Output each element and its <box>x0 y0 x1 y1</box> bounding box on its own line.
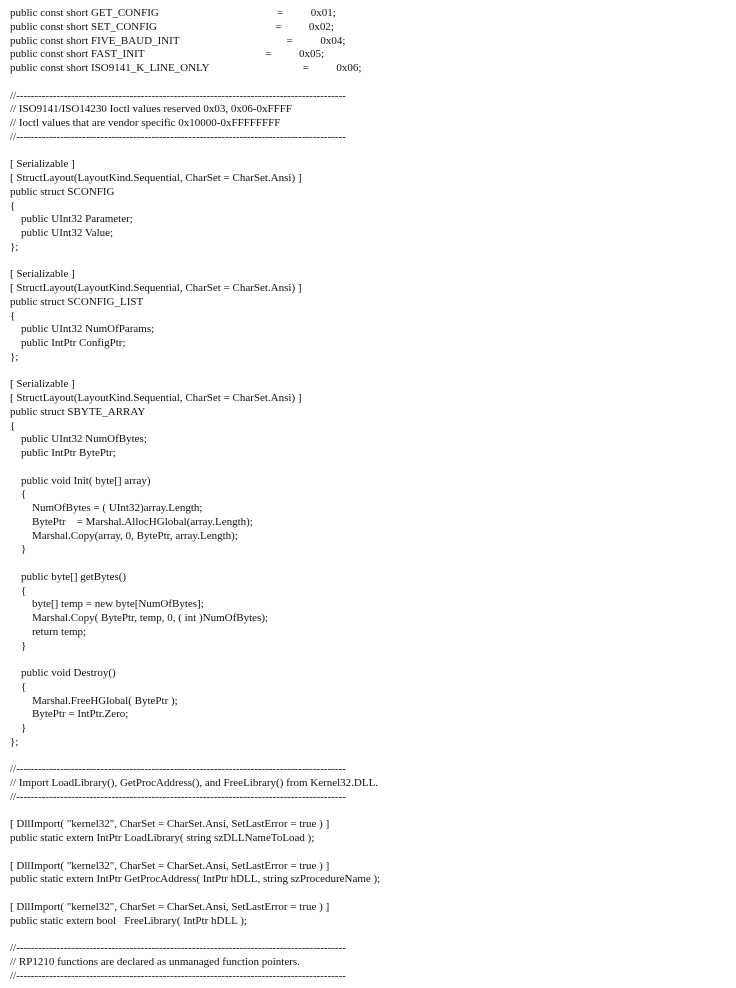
code-line: public const short FAST_INIT = 0x05; <box>10 48 325 61</box>
code-line: }; <box>10 240 19 253</box>
code-line: // Ioctl values that are vendor specific 0x10000-0xFFFFFFFF <box>10 117 281 129</box>
code-line: [ Serializable ] <box>10 378 75 391</box>
code-line: { <box>10 309 16 322</box>
code-line: // ISO9141/ISO14230 Ioctl values reserved 0x03, 0x06-0xFFFF <box>10 103 293 116</box>
code-line: public static extern bool FreeLibrary( IntPtr hDLL ); <box>10 914 247 927</box>
code-line: public struct SCONFIG_LIST <box>10 295 144 308</box>
code-line: public UInt32 NumOfBytes; <box>10 433 147 446</box>
code-line: BytePtr = IntPtr.Zero; <box>10 708 129 721</box>
code-line: [ StructLayout(LayoutKind.Sequential, CharSet = CharSet.Ansi) ] <box>10 392 302 404</box>
code-line <box>10 365 380 379</box>
code-line: //------------------------------------------------------------------------------------------ <box>10 942 346 954</box>
code-line <box>10 255 380 269</box>
code-line: Marshal.FreeHGlobal( BytePtr ); <box>10 694 178 707</box>
code-line <box>10 887 380 901</box>
code-line: public UInt32 Parameter; <box>10 213 133 226</box>
code-line: { <box>10 488 27 501</box>
code-line <box>10 653 380 667</box>
code-line: public struct SBYTE_ARRAY <box>10 405 146 418</box>
code-line: public static extern IntPtr LoadLibrary( string szDLLNameToLoad ); <box>10 832 315 844</box>
code-line: [ Serializable ] <box>10 268 75 281</box>
code-line <box>10 846 380 860</box>
code-line: [ DllImport( "kernel32", CharSet = CharSet.Ansi, SetLastError = true ) ] <box>10 859 330 872</box>
code-line: BytePtr = Marshal.AllocHGlobal(array.Length); <box>10 515 253 528</box>
code-line: // Import LoadLibrary(), GetProcAddress(), and FreeLibrary() from Kernel32.DLL. <box>10 777 379 789</box>
code-line: Marshal.Copy(array, 0, BytePtr, array.Length); <box>10 529 238 542</box>
code-line: //------------------------------------------------------------------------------------------ <box>10 130 346 143</box>
code-line <box>10 928 380 942</box>
code-line: byte[] temp = new byte[NumOfBytes]; <box>10 598 204 611</box>
code-line: public struct SCONFIG <box>10 185 115 198</box>
code-line <box>10 750 380 764</box>
code-line: public const short SET_CONFIG = 0x02; <box>10 20 334 33</box>
code-line: //------------------------------------------------------------------------------------------ <box>10 790 346 803</box>
code-line <box>10 145 380 159</box>
code-line: public static extern IntPtr GetProcAddress( IntPtr hDLL, string szProcedureName ); <box>10 873 381 886</box>
code-line: [ StructLayout(LayoutKind.Sequential, CharSet = CharSet.Ansi) ] <box>10 282 302 294</box>
code-line: public const short GET_CONFIG = 0x01; <box>10 7 336 19</box>
code-line: [ DllImport( "kernel32", CharSet = CharSet.Ansi, SetLastError = true ) ] <box>10 900 330 913</box>
code-line: { <box>10 419 16 432</box>
code-line: public void Init( byte[] array) <box>10 474 151 487</box>
code-line: NumOfBytes = ( UInt32)array.Length; <box>10 502 203 514</box>
code-line <box>10 805 380 819</box>
code-line: [ Serializable ] <box>10 158 75 171</box>
code-line: [ StructLayout(LayoutKind.Sequential, CharSet = CharSet.Ansi) ] <box>10 172 302 184</box>
code-line: //------------------------------------------------------------------------------------------ <box>10 763 346 776</box>
code-line: } <box>10 543 27 556</box>
code-line: public byte[] getBytes() <box>10 570 127 583</box>
code-line: public IntPtr BytePtr; <box>10 447 116 459</box>
code-line: { <box>10 199 16 212</box>
code-line: public UInt32 NumOfParams; <box>10 323 155 336</box>
code-line <box>10 557 380 571</box>
code-line <box>10 461 380 475</box>
code-line: public IntPtr ConfigPtr; <box>10 337 126 349</box>
code-line: //------------------------------------------------------------------------------------------ <box>10 969 346 982</box>
code-line: } <box>10 639 27 652</box>
code-line: { <box>10 584 27 597</box>
code-line: public void Destroy() <box>10 667 116 679</box>
code-line: return temp; <box>10 625 87 638</box>
code-line: [ DllImport( "kernel32", CharSet = CharSet.Ansi, SetLastError = true ) ] <box>10 818 330 831</box>
code-line: { <box>10 680 27 693</box>
code-line: //------------------------------------------------------------------------------------------ <box>10 89 346 102</box>
code-line: public UInt32 Value; <box>10 227 114 239</box>
code-line <box>10 76 380 90</box>
code-line: }; <box>10 735 19 748</box>
code-listing <box>10 7 380 983</box>
code-line: }; <box>10 350 19 363</box>
code-line: Marshal.Copy( BytePtr, temp, 0, ( int )NumOfBytes); <box>10 612 269 624</box>
code-line: } <box>10 722 27 734</box>
code-line: public const short ISO9141_K_LINE_ONLY = 0x06; <box>10 62 362 74</box>
code-line: public const short FIVE_BAUD_INIT = 0x04; <box>10 34 346 47</box>
code-line: // RP1210 functions are declared as unmanaged function pointers. <box>10 955 300 968</box>
